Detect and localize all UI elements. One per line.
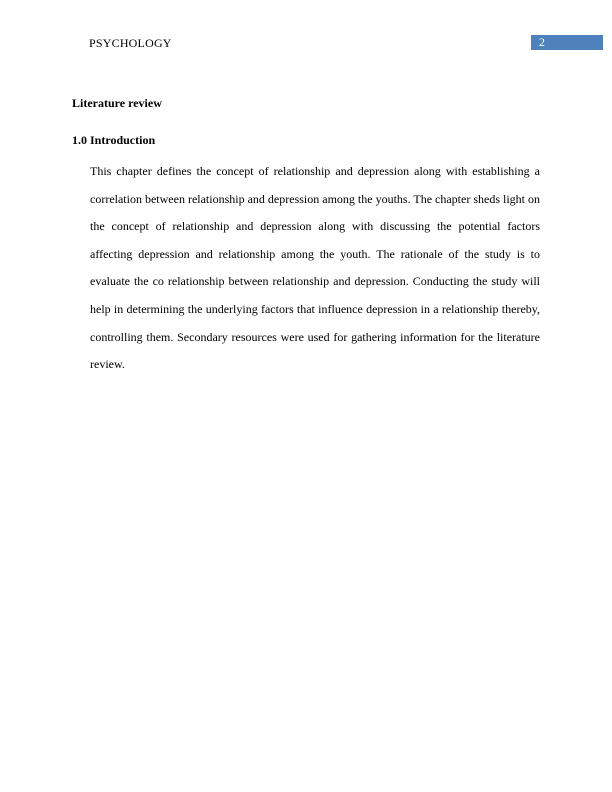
subsection-title: 1.0 Introduction	[72, 133, 156, 147]
body-paragraph: This chapter defines the concept of relationship and depression along with establishing a correlation between relationship and depression among the youths. The chapter sheds light on the concept of relationship and depression along with discussing the potential factors affecting depression and relationship among the youth. The rationale of the study is to evaluate the co relationship between relationship and depression. Conducting the study will help in determining the underlying factors that influence depression in a relationship thereby, controlling them. Secondary resources were used for gathering information for the literature review.	[90, 164, 540, 372]
page-number: 2	[539, 35, 545, 49]
page-number-badge	[531, 35, 603, 50]
section-title: Literature review	[72, 96, 162, 110]
running-head: PSYCHOLOGY	[89, 36, 172, 50]
